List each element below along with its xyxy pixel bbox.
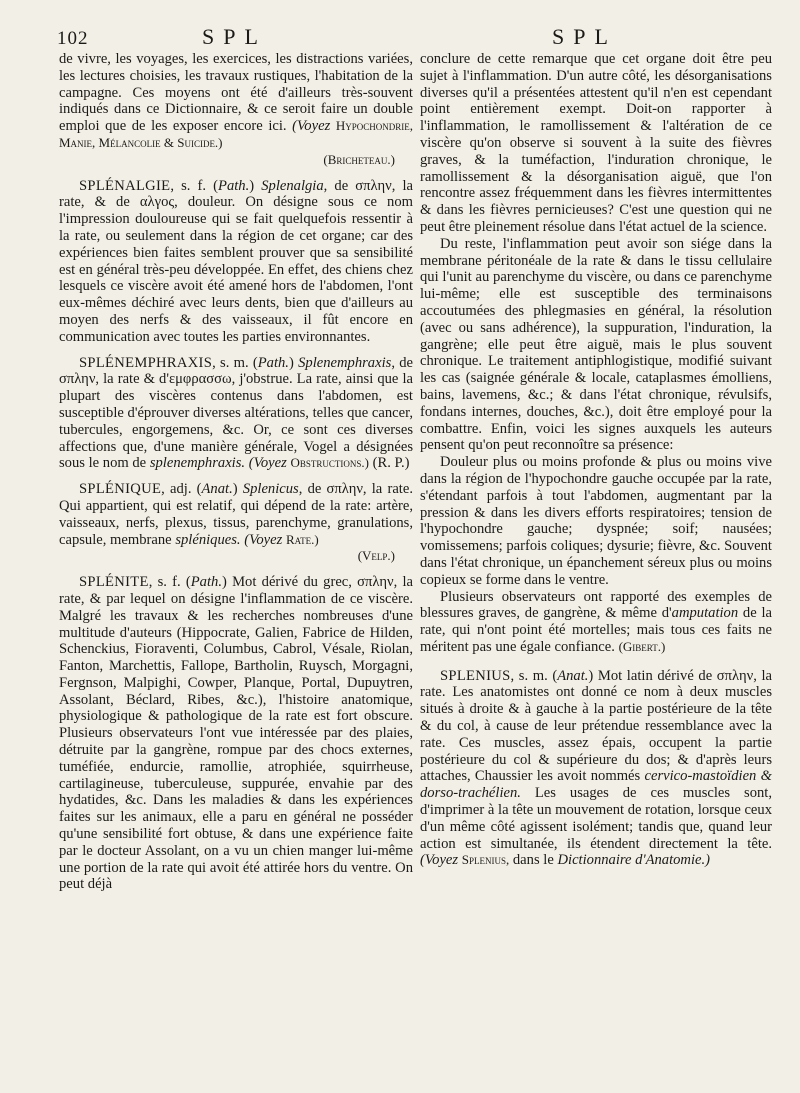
entry-definition: , de σπλην, la rate, & de αλγος, douleur. On désigne sous ce nom l'impression douloureuse qui se fait quelquefois ressentir à la rate, ou seulement dans la région de cet organe; car des expériences bien faites semblent prouver que sa sensibilité est en général très-peu développée. En effet, des chiens chez lesquels ce viscère avoit été amené hors de l'abdomen, l'ont eux-mêmes déchiré avec leurs dents, bien que d'ailleurs au moyen des nerfs & des vaisseaux, il fût encore en communication avec toutes les parties environnantes.	[59, 177, 413, 345]
author-signature: (R. P.)	[372, 455, 410, 472]
paragraph: Douleur plus ou moins profonde & plus ou moins vive dans la région de l'hypochondre gauche occupée par la rate, s'étendant parfois à tout l'abdomen, augmentant par la pression & dans les divers efforts respiratoires; tension de l'hypochondre gauche; dyspnée; soif; nausées; vomissemens; parfois coliques; dysurie; fièvre, &c. Souvent dans l'état chronique, un épanchement séreux plus ou moins copieux se forme dans le ventre.	[420, 454, 772, 588]
cross-reference-terms: Hypochondrie, Manie, Mélancolie & Suicide.)	[59, 118, 413, 150]
entry-headword: SPLÉNIQUE	[79, 481, 162, 498]
right-column	[420, 51, 772, 869]
running-head-left: SPL	[202, 24, 267, 49]
cross-reference-terms: Obstructions.)	[290, 455, 369, 471]
entry-splenius: SPLENIUS, s. m. (Anat.) Mot latin dérivé de σπλην, la rate. Les anatomistes ont donné ce nom à deux muscles situés à droite & à gauche à la partie postérieure de la tête & du col, à cause de leur prétendue ressemblance avec la rate. Ces muscles, assez épais, occupent la partie postérieure du col & supérieure du dos; & d'après leurs attaches, Chaussier les avoit nommés cervico-mastoïdien & dorso-trachélien. Les usages de ces muscles sont, d'imprimer à la tête un mouvement de rotation, lorsque ceux d'un même côté agissent isolément; tandis que, quand leur action est simultanée, ils étendent directement la tête. (Voyez Splenius, dans le Dictionnaire d'Anatomie.)	[420, 667, 772, 869]
left-column	[59, 51, 413, 893]
entry-definition: ) Mot latin dérivé de σπλην, la rate. Les anatomistes ont donné ce nom à deux muscles situés à droite & à gauche à la partie postérieure de la tête & du col, à cause de leur prétendue ressemblance avec la rate. Ces muscles, assez épais, occupent la partie postérieure du col & supérieure du dos; & d'après leurs attaches, Chaussier les avoit nommés	[420, 667, 772, 785]
author-signature: (Gibert.)	[618, 638, 666, 654]
cross-reference-terms: Rate.)	[285, 531, 319, 547]
entry-splenemphraxis: SPLÉNEMPHRAXIS, s. m. (Path.) Splenemphraxis, de σπλην, la rate & d'εμφρασσω, j'obstrue. La rate, ainsi que la plupart des viscères contenus dans l'abdomen, est susceptible d'éprouver diverses altérations, telles que cancer, tubercules, engorgemens, &c. Or, ce sont ces diverses affections que, d'une manière générale, Vogel a désignées sous le nom de splenemphraxis. (Voyez Obstructions.) (R. P.)	[59, 354, 414, 472]
cross-reference-voyez: (Voyez	[244, 531, 283, 548]
entry-definition: ) Mot dérivé du grec, σπλην, la rate, & par lequel on désigne l'inflammation de ce viscère. Malgré les travaux & les recherches nombreuses d'une multitude d'auteurs (Hippocrate, Galien, Fabrice de Hilden, Schenckius, Fioraventi, Columbus, Cabrol, Vésale, Riolan, Fanton, Marchettis, Fallope, Bartholin, Ruysch, Morgagni, Fergnson, Malpighi, Cowper, Planque, Portal, Dupuytren, Assolant, Béclard, Ribes, &c.), l'histoire anatomique, physiologique & pathologique de la rate est fort obscure. Plusieurs observateurs l'ont vue intéressée par des plaies, détruite par la gangrène, rompue par des chocs externes, tuméfiée, endurcie, ramollie, atrophiée, squirrheuse, cartilagineuse, tuberculeuse, suppurée, envahie par des hydatides, &c. Dans les maladies & dans les expériences faites sur les animaux, elle a paru en général ne posséder qu'une sensibilité fort obtuse, & dans une expérience faite par le docteur Assolant, on a vu un chien manger lui-même une portion de la rate qui avoit été attirée hors du ventre. On peut déjà	[59, 574, 413, 893]
paragraph-continued: de vivre, les voyages, les exercices, les distractions variées, les lectures choisies, les travaux rustiques, l'habitation de la campagne. Ces moyens ont été d'ailleurs très-souvent indiqués dans ce Dictionnaire, & ce seroit faire un double emploi que de les exposer encore ici. (Voyez Hypochondrie, Manie, Mélancolie & Suicide.)	[59, 51, 413, 150]
entry-latin-term: Splenemphraxis	[298, 354, 392, 371]
entry-domain: Anat.	[557, 667, 589, 684]
cross-reference-voyez: (Voyez	[248, 455, 287, 472]
paragraph: Du reste, l'inflammation peut avoir son siége dans la membrane péritonéale de la rate & dans le tissu cellulaire qui l'unit au parenchyme du viscère, ou dans ce parenchyme lui-même; elle est susceptible des terminaisons accoutumées des phlegmasies en général, la résolution (avec ou sans adhérence), la suppuration, l'induration, la gangrène; elle peut être aiguë, mais le plus souvent chronique. Le traitement antiphlogistique, modifié suivant les cas (saignée générale & locale, cataplasmes émolliens, bains, lavemens, &c.; & dans l'état chronique, révulsifs, fondans internes, douches, &c.), doit être employé pour la combattre. Enfin, voici les signes auxquels les auteurs pensent qu'on peut reconnoître sa présence:	[420, 235, 772, 454]
paragraph-continued: conclure de cette remarque que cet organe doit être peu sujet à l'inflammation. D'un autre côté, les désorganisations diverses qu'il a présentées attestent qu'il n'en est cependant point entièrement exempt. Doit-on rapporter à l'inflammation, le ramollissement & l'altération de ce viscère qu'on observe si souvent à la suite des fièvres graves, & la tuméfaction, l'induration chronique, le ramollissement & la désorganisation aiguë, que l'on rencontre assez fréquemment dans les fièvres intermittentes & dans les fièvres pernicieuses? C'est une question qui ne peut être pleinement résolue dans l'état actuel de la science.	[420, 51, 772, 235]
entry-domain: Path.	[190, 574, 222, 591]
cross-reference-voyez: (Voyez	[292, 118, 331, 135]
entry-headword: SPLÉNITE	[79, 574, 149, 591]
running-head-right: SPL	[552, 24, 617, 49]
entry-latin-term: Splenalgia	[261, 177, 324, 194]
cross-reference-book: Dictionnaire d'Anatomie.)	[557, 852, 711, 869]
entry-term: amputation	[671, 605, 739, 622]
author-signature: (Bricheteau.)	[323, 151, 395, 167]
entry-term: spléniques.	[175, 531, 241, 548]
entry-splenite: SPLÉNITE, s. f. (Path.) Mot dérivé du grec, σπλην, la rate, & par lequel on désigne l'inflammation de ce viscère. Malgré les travaux & les recherches nombreuses d'une multitude d'auteurs (Hippocrate, Galien, Fabrice de Hilden, Schenckius, Fioraventi, Columbus, Cabrol, Vésale, Riolan, Fanton, Marchettis, Fallope, Bartholin, Ruysch, Morgagni, Fergnson, Malpighi, Cowper, Planque, Portal, Dupuytren, Assolant, Béclard, Ribes, &c.), l'histoire anatomique, physiologique & pathologique de la rate est fort obscure. Plusieurs observateurs l'ont vue intéressée par des plaies, détruite par la gangrène, rompue par des chocs externes, tuméfiée, endurcie, ramollie, atrophiée, squirrheuse, cartilagineuse, tuberculeuse, suppurée, envahie par des hydatides, &c. Dans les maladies & dans les expériences faites sur les animaux, elle a paru en général ne posséder qu'une sensibilité fort obtuse, & dans une expérience faite par le docteur Assolant, on a vu un chien manger lui-même une portion de la rate qui avoit été attirée hors du ventre. On peut déjà	[59, 574, 413, 893]
entry-splenalgie: SPLÉNALGIE, s. f. (Path.) Splenalgia, de σπλην, la rate, & de αλγος, douleur. On désigne sous ce nom l'impression douloureuse qui se fait quelquefois ressentir à la rate, ou seulement dans la région de cet organe; car des expériences bien faites semblent prouver que sa sensibilité est en général très-peu développée. En effet, des chiens chez lesquels ce viscère avoit été amené hors de l'abdomen, l'ont eux-mêmes déchiré avec leurs dents, bien que d'ailleurs au moyen des nerfs & des vaisseaux, il fût encore en communication avec toutes les parties environnantes.	[59, 177, 413, 345]
entry-definition: , de σπλην, la rate. Qui appartient, qui est relatif, qui dépend de la rate: artère, vaisseaux, nerfs, plexus, tissus, parenchyme, granulations, capsule, membrane	[59, 481, 413, 548]
entry-definition: , de σπλην, la rate & d'εμφρασσω, j'obstrue. La rate, ainsi que la plupart des viscères contenus dans l'abdomen, est susceptible d'éprouver diverses altérations, telles que cancer, tubercules, engorgemens, &c. Or, ce sont ces diverses affections que, d'une manière générale, Vogel a désignées sous le nom de	[59, 354, 414, 472]
cross-reference-voyez: (Voyez	[420, 852, 459, 869]
entry-headword: SPLÉNALGIE	[79, 177, 171, 194]
entry-splenique: SPLÉNIQUE, adj. (Anat.) Splenicus, de σπλην, la rate. Qui appartient, qui est relatif, qui dépend de la rate: artère, vaisseaux, nerfs, plexus, tissus, parenchyme, granulations, capsule, membrane spléniques. (Voyez Rate.)	[59, 481, 413, 548]
page-number: 102	[57, 28, 89, 49]
entry-term: cervico-mastoïdien & dorso-trachélien.	[420, 768, 772, 802]
entry-latin-term: Splenicus	[242, 481, 299, 498]
entry-domain: Path.	[257, 354, 289, 371]
author-signature: (Velp.)	[357, 548, 395, 564]
entry-headword: SPLÉNEMPHRAXIS	[79, 354, 213, 371]
entry-domain: Anat.	[201, 481, 233, 498]
paragraph: Plusieurs observateurs ont rapporté des exemples de blessures graves, de gangrène, & même d'amputation de la rate, qui n'ont point été mortelles; mais tous ces faits ne méritent pas une égale confiance. (Gibert.)	[420, 588, 772, 655]
entry-headword: SPLENIUS	[440, 667, 511, 684]
entry-domain: Path.	[218, 177, 250, 194]
entry-term: splenemphraxis.	[149, 455, 246, 472]
cross-reference-terms: Splenius,	[461, 852, 510, 868]
